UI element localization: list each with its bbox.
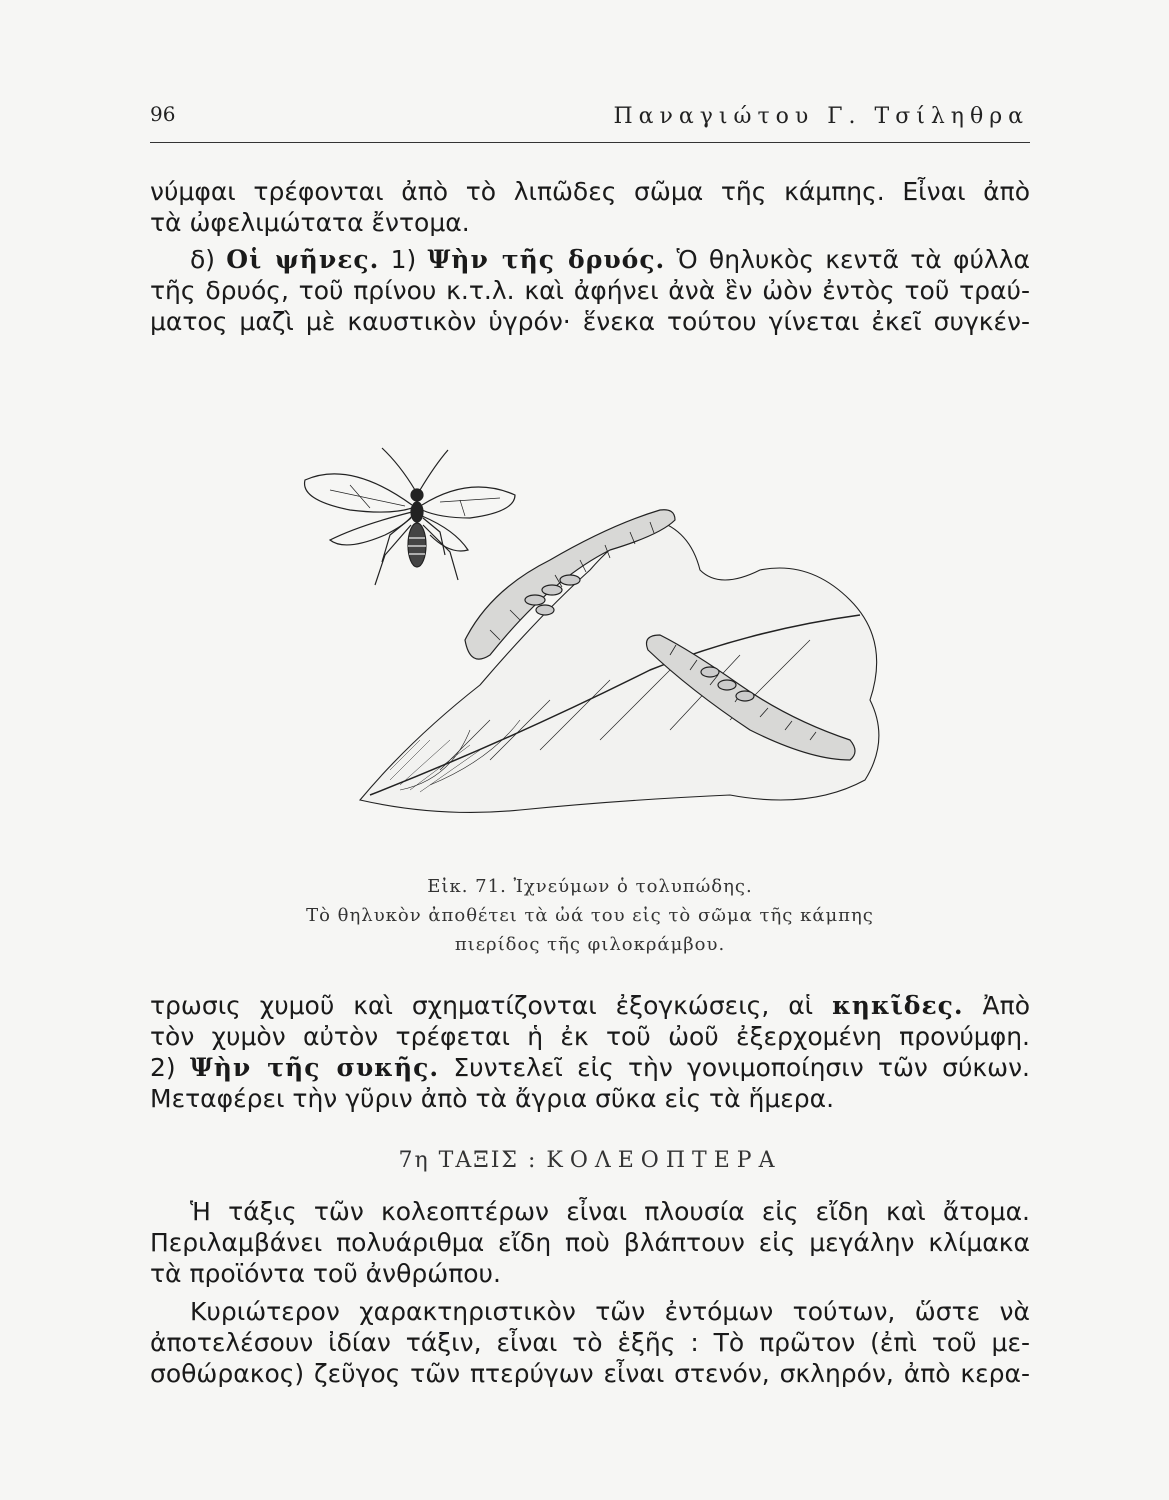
text-line: Περιλαμβάνει πολυάριθμα εἴδη ποὺ βλάπτουν εἰς μεγάλην κλίμακα (150, 1228, 1030, 1257)
text-line: ματος μαζὶ μὲ καυστικὸν ὑγρόν· ἕνεκα τούτου γίνεται ἐκεῖ συγκέν- (150, 307, 1030, 336)
text-line (150, 244, 1030, 275)
list-marker: 2) (150, 1053, 176, 1082)
text-line (150, 990, 1030, 1021)
order-label: 7η ΤΑΞΙΣ : (398, 1148, 538, 1173)
bottom-paragraph-2 (150, 1296, 1030, 1389)
text-line: τὰ προϊόντα τοῦ ἀνθρώπου. (150, 1259, 501, 1288)
text-line (150, 1052, 1030, 1083)
text-line: τὰ ὠφελιμώτατα ἔντομα. (150, 208, 470, 237)
order-name: ΚΟΛΕΟΠΤΕΡΑ (546, 1148, 782, 1173)
wasp-illustration (305, 448, 515, 585)
caption-line: Τὸ θηλυκὸν ἀποθέτει τὰ ὠά του εἰς τὸ σῶμα τῆς κάμπης (306, 905, 874, 926)
page-number: 96 (150, 102, 176, 126)
species-title: Ψὴν τῆς δρυός. (427, 245, 666, 274)
section-heading (150, 1148, 1030, 1173)
text-fragment: Συντελεῖ εἰς τὴν γονιμοποίησιν τῶν σύκων. (453, 1053, 1030, 1082)
text-line: τῆς δρυός, τοῦ πρίνου κ.τ.λ. καὶ ἀφήνει ἀνὰ ἓν ὠὸν ἐντὸς τοῦ τραύ- (150, 276, 1030, 305)
term-bold: κηκῖδες. (832, 991, 964, 1020)
bottom-paragraph-1 (150, 1196, 1030, 1289)
text-line: Ἡ τάξις τῶν κολεοπτέρων εἶναι πλουσία εἰς εἴδη καὶ ἄτομα. (190, 1197, 1030, 1226)
text-line: σοθώρακος) ζεῦγος τῶν πτερύγων εἶναι στενόν, σκληρόν, ἀπὸ κερα- (150, 1359, 1030, 1388)
list-marker: δ) (190, 245, 216, 274)
species-title: Ψὴν τῆς συκῆς. (189, 1053, 440, 1082)
figure-caption (220, 872, 960, 959)
text-line: Κυριώτερον χαρακτηριστικὸν τῶν ἐντόμων τούτων, ὥστε νὰ (190, 1297, 1030, 1326)
text-line: τὸν χυμὸν αὐτὸν τρέφεται ἡ ἐκ τοῦ ὠοῦ ἐξερχομένη προνύμφη. (150, 1022, 1030, 1051)
text-line: Μεταφέρει τὴν γῦριν ἀπὸ τὰ ἄγρια σῦκα εἰς τὰ ἥμερα. (150, 1084, 835, 1113)
running-head: Παναγιώτου Γ. Τσίληθρα (613, 104, 1029, 129)
figure-illustration (290, 440, 930, 840)
caption-line: πιερίδος τῆς φιλοκράμβου. (454, 934, 726, 955)
text-line: ἀποτελέσουν ἰδίαν τάξιν, εἶναι τὸ ἑξῆς : Τὸ πρῶτον (ἐπὶ τοῦ με- (150, 1328, 1030, 1357)
middle-paragraph (150, 990, 1030, 1114)
header-rule (150, 142, 1030, 143)
leaf-illustration (360, 520, 879, 812)
subsection-title: Οἱ ψῆνες. (226, 245, 380, 274)
text-fragment: Ὁ θηλυκὸς κεντᾶ τὰ φύλλα (676, 245, 1031, 274)
list-marker: 1) (390, 245, 417, 274)
text-fragment: τρωσις χυμοῦ καὶ σχηματίζονται ἐξογκώσεις, αἱ (150, 991, 814, 1020)
text-fragment: Ἀπὸ (982, 991, 1030, 1020)
top-paragraph (150, 176, 1030, 337)
text-line: νύμφαι τρέφονται ἀπὸ τὸ λιπῶδες σῶμα τῆς κάμπης. Εἶναι ἀπὸ (150, 177, 1030, 206)
caption-line: Εἰκ. 71. Ἰχνεύμων ὁ τολυπώδης. (427, 876, 753, 897)
